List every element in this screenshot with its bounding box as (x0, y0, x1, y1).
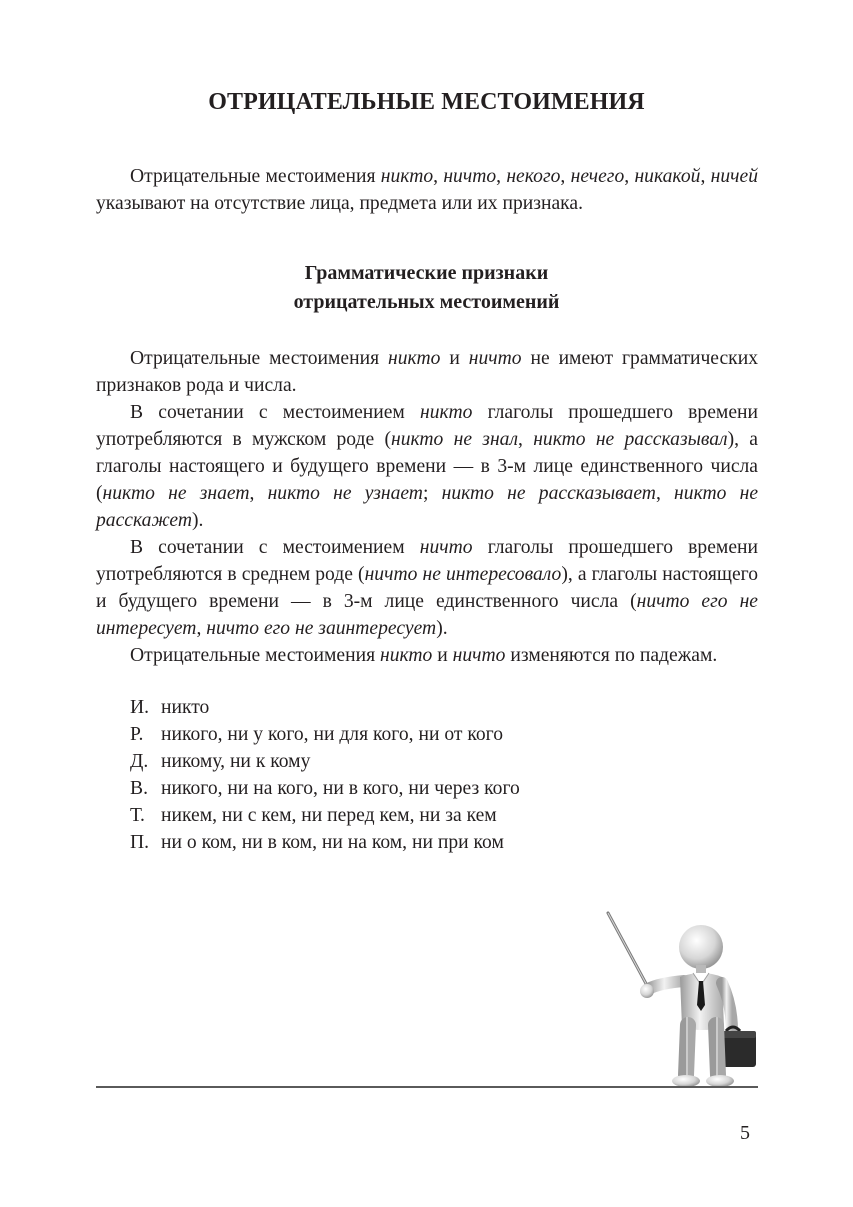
case-letter: И. (130, 697, 150, 718)
case-letter: Т. (130, 805, 145, 826)
subtitle-line-2: отрицательных местоимений (293, 291, 560, 313)
paragraph-declension: Отрицательные местоимения никто и ничто изменяются по падежам. (130, 645, 718, 666)
page-title: ОТРИЦАТЕЛЬНЫЕ МЕСТОИМЕНИЯ (208, 89, 645, 115)
declension-list (130, 694, 520, 856)
case-letter: Р. (130, 724, 144, 745)
page-number: 5 (740, 1122, 750, 1144)
case-forms: никем, ни с кем, ни перед кем, ни за кем (161, 805, 497, 826)
case-row-accusative (130, 775, 520, 802)
case-forms: ни о ком, ни в ком, ни на ком, ни при ком (161, 832, 504, 853)
case-forms: никому, ни к кому (161, 751, 311, 772)
case-row-nominative (130, 694, 520, 721)
subtitle-line-1: Грамматические признаки (304, 262, 549, 284)
bottom-rule (96, 1086, 758, 1088)
case-row-genitive (130, 721, 520, 748)
case-letter: П. (130, 832, 150, 853)
paragraph-gender-number: Отрицательные местоимения никто и ничто не имеют грамматических признаков рода и числа. (96, 348, 758, 396)
case-letter: Д. (130, 751, 149, 772)
teacher-figure-illustration (598, 905, 768, 1090)
case-row-dative (130, 748, 520, 775)
case-forms: никого, ни у кого, ни для кого, ни от кого (161, 724, 503, 745)
paragraph-nikto-verbs: В сочетании с местоимением никто глаголы прошедшего времени употребляются в мужском роде (никто не знал, никто не рассказывал), а глаголы настоящего и будущего времени — в 3-м лице единственного числа (никто не знает, никто не узнает; никто не рассказывает, никто не расскажет). (96, 402, 759, 531)
paragraph-nichto-verbs: В сочетании с местоимением ничто глаголы прошедшего времени употребляются в среднем роде (ничто не интересовало), а глаголы настоящего и будущего времени — в 3-м лице единственного числа (ничто его не интересует, ничто его не заинтересует). (96, 537, 758, 639)
case-row-instrumental (130, 802, 520, 829)
section-subtitle (0, 259, 853, 317)
case-forms: никого, ни на кого, ни в кого, ни через кого (161, 778, 520, 799)
case-forms: никто (161, 697, 210, 718)
intro-paragraph: Отрицательные местоимения никто, ничто, некого, нечего, никакой, ничей указывают на отсутствие лица, предмета или их признака. (96, 166, 758, 214)
case-letter: В. (130, 778, 148, 799)
case-row-prepositional (130, 829, 520, 856)
